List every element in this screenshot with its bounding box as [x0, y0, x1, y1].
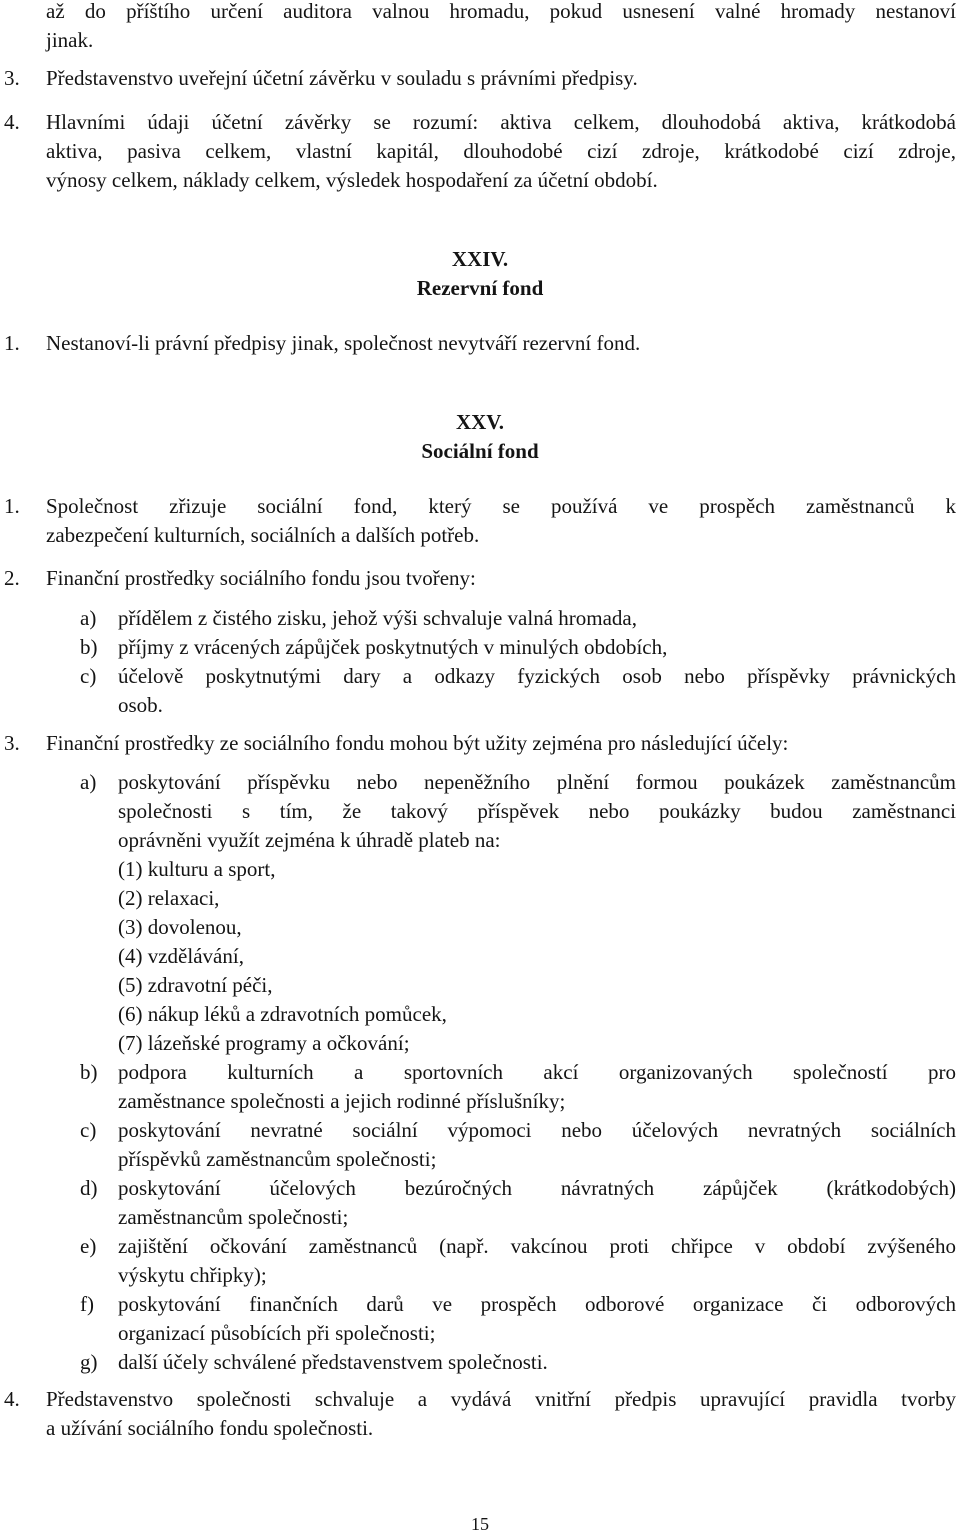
list-item: další účely schválené představenstvem společnosti.: [118, 1350, 548, 1374]
sub-list-item: (3) dovolenou,: [118, 915, 242, 939]
paragraph-line: Finanční prostředky sociálního fondu jsou tvořeny:: [46, 566, 476, 590]
article-number: XXIV.: [451, 247, 509, 271]
paragraph-line: až do příštího určení auditora valnou hromadu, pokud usnesení valné hromady nestanoví: [46, 0, 956, 23]
list-item: společnosti s tím, že takový příspěvek nebo poukázky budou zaměstnanci: [118, 799, 956, 823]
paragraph-line: Nestanoví-li právní předpisy jinak, společnost nevytváří rezervní fond.: [46, 331, 641, 355]
list-item: příjmy z vrácených zápůjček poskytnutých v minulých obdobích,: [118, 635, 668, 659]
paragraph-number: 4.: [4, 1387, 20, 1411]
list-item: zaměstnance společnosti a jejich rodinné příslušníky;: [118, 1089, 566, 1113]
list-item: zajištění očkování zaměstnanců (např. vakcínou proti chřipce v období zvýšeného: [118, 1234, 956, 1258]
paragraph-number: 3.: [4, 66, 20, 90]
list-label: b): [80, 1060, 98, 1084]
list-item: podpora kulturních a sportovních akcí organizovaných společností pro: [118, 1060, 956, 1084]
paragraph-line: jinak.: [46, 28, 94, 52]
paragraph-line: aktiva, pasiva celkem, vlastní kapitál, dlouhodobé cizí zdroje, krátkodobé cizí zdroje,: [46, 139, 956, 163]
list-item: poskytování nevratné sociální výpomoci nebo účelových nevratných sociálních: [118, 1118, 956, 1142]
list-label: c): [80, 1118, 97, 1142]
sub-list-item: (1) kulturu a sport,: [118, 857, 276, 881]
paragraph-line: Finanční prostředky ze sociálního fondu mohou být užity zejména pro následující účely:: [46, 731, 789, 755]
list-item: osob.: [118, 693, 163, 717]
paragraph-line: Společnost zřizuje sociální fond, který se používá ve prospěch zaměstnanců k: [46, 494, 956, 518]
list-label: b): [80, 635, 98, 659]
paragraph-number: 4.: [4, 110, 20, 134]
list-label: c): [80, 664, 97, 688]
article-title: Sociální fond: [421, 439, 539, 463]
list-item: oprávněni využít zejména k úhradě plateb na:: [118, 828, 501, 852]
paragraph-line: a užívání sociálního fondu společnosti.: [46, 1416, 374, 1440]
list-item: příspěvků zaměstnancům společnosti;: [118, 1147, 437, 1171]
paragraph-line: zabezpečení kulturních, sociálních a dalších potřeb.: [46, 523, 480, 547]
article-number: XXV.: [455, 410, 505, 434]
paragraph-line: Představenstvo společnosti schvaluje a vydává vnitřní předpis upravující pravidla tvorby: [46, 1387, 956, 1411]
paragraph-number: 2.: [4, 566, 20, 590]
sub-list-item: (2) relaxaci,: [118, 886, 220, 910]
paragraph-number: 1.: [4, 331, 20, 355]
list-item: poskytování příspěvku nebo nepeněžního plnění formou poukázek zaměstnancům: [118, 770, 956, 794]
list-item: zaměstnancům společnosti;: [118, 1205, 349, 1229]
list-item: přídělem z čistého zisku, jehož výši schvaluje valná hromada,: [118, 606, 638, 630]
list-label: f): [80, 1292, 94, 1316]
paragraph-line: výnosy celkem, náklady celkem, výsledek hospodaření za účetní období.: [46, 168, 658, 192]
sub-list-item: (4) vzdělávání,: [118, 944, 244, 968]
sub-list-item: (7) lázeňské programy a očkování;: [118, 1031, 410, 1055]
list-label: g): [80, 1350, 98, 1374]
list-label: a): [80, 606, 97, 630]
sub-list-item: (6) nákup léků a zdravotních pomůcek,: [118, 1002, 447, 1026]
list-item: účelově poskytnutými dary a odkazy fyzických osob nebo příspěvky právnických: [118, 664, 956, 688]
paragraph-line: Představenstvo uveřejní účetní závěrku v souladu s právními předpisy.: [46, 66, 638, 90]
article-title: Rezervní fond: [416, 276, 544, 300]
list-label: d): [80, 1176, 98, 1200]
list-label: a): [80, 770, 97, 794]
list-item: poskytování účelových bezúročných návratných zápůjček (krátkodobých): [118, 1176, 956, 1200]
list-label: e): [80, 1234, 97, 1258]
paragraph-number: 1.: [4, 494, 20, 518]
list-item: výskytu chřipky);: [118, 1263, 267, 1287]
page-number: 15: [471, 1514, 489, 1534]
paragraph-line: Hlavními údaji účetní závěrky se rozumí: aktiva celkem, dlouhodobá aktiva, krátkodobá: [46, 110, 956, 134]
list-item: organizací působících při společnosti;: [118, 1321, 436, 1345]
paragraph-number: 3.: [4, 731, 20, 755]
list-item: poskytování finančních darů ve prospěch odborové organizace či odborových: [118, 1292, 956, 1316]
sub-list-item: (5) zdravotní péči,: [118, 973, 273, 997]
